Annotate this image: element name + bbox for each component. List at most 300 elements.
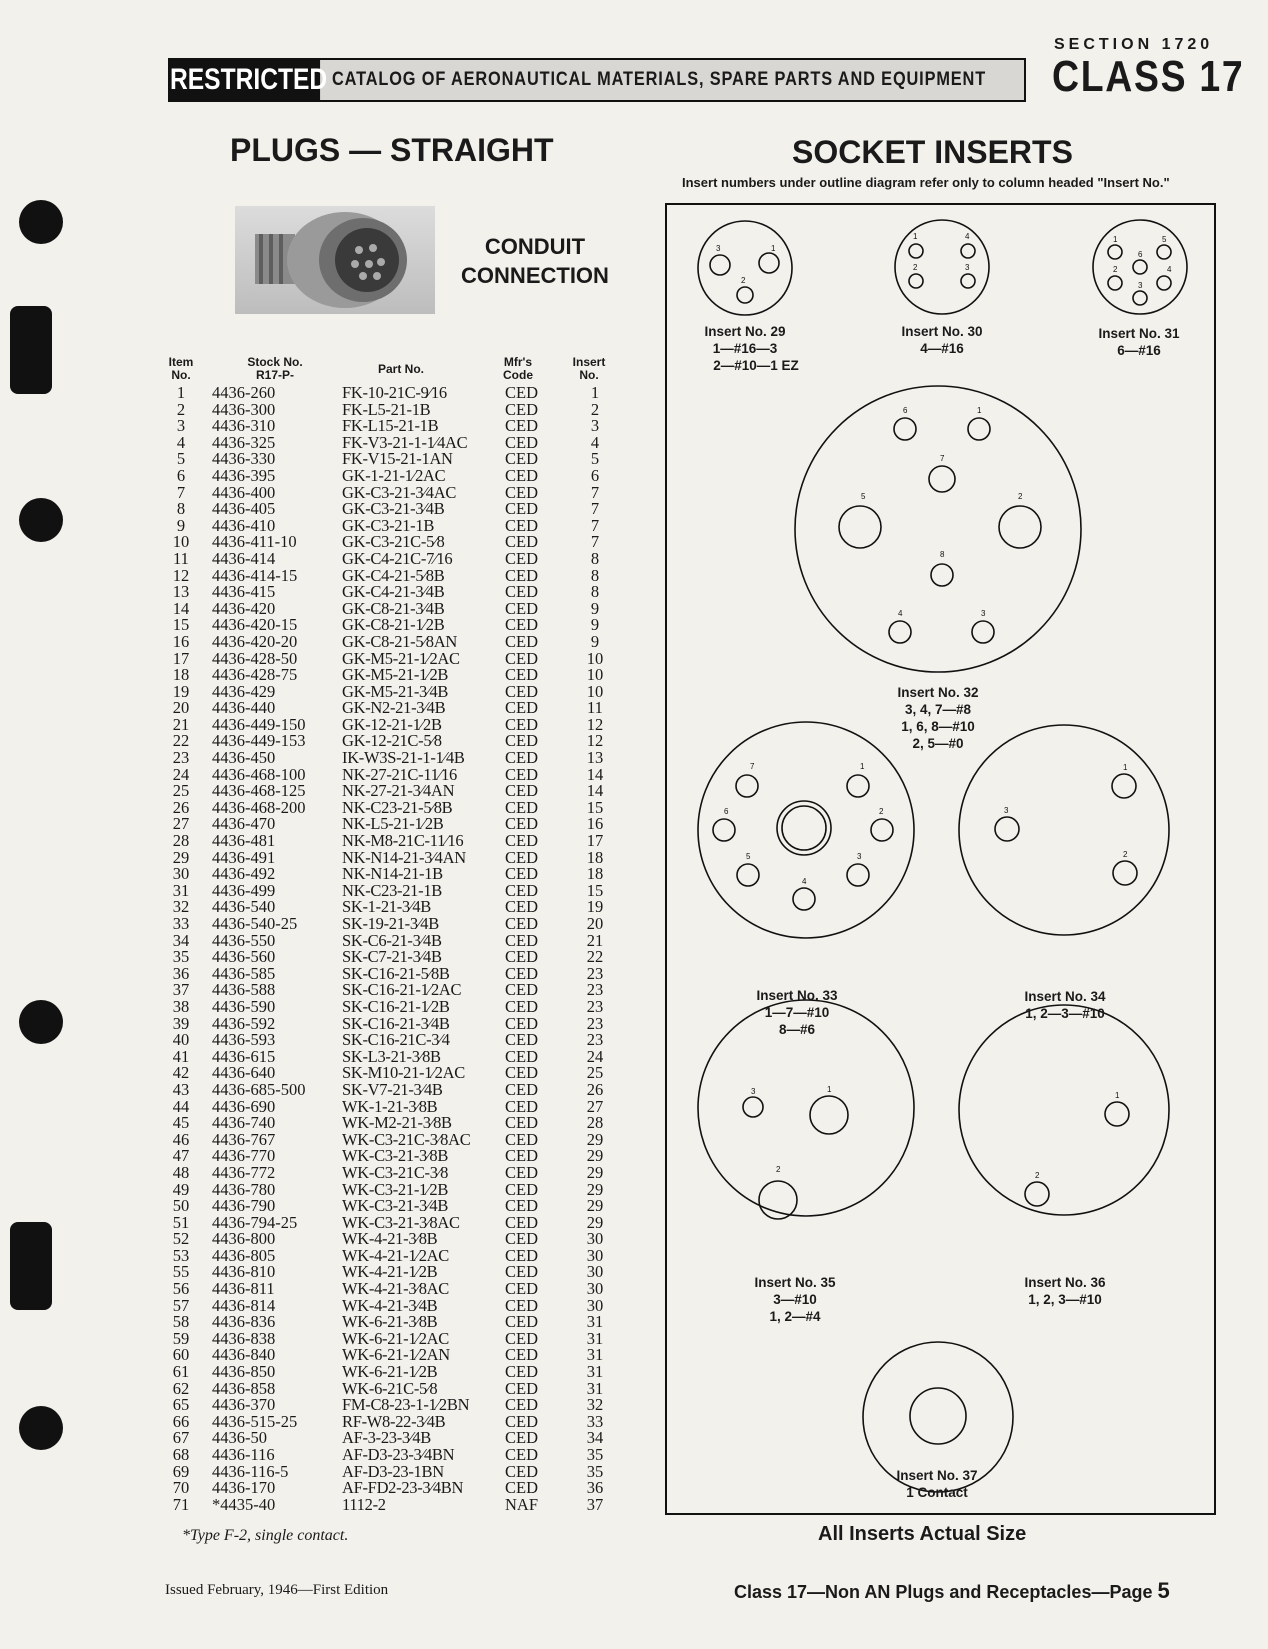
stock-no: 4436-116 — [212, 1445, 275, 1464]
stock-no: 4436-836 — [212, 1312, 276, 1332]
part-no: WK-6-21-1⁄2AN — [342, 1345, 450, 1365]
item-no: 71 — [172, 1494, 190, 1514]
actual-size-note: All Inserts Actual Size — [818, 1523, 1027, 1545]
insert-no: 9 — [590, 615, 600, 635]
binder-hole — [10, 1222, 52, 1310]
section-label: SECTION 1720 — [1054, 36, 1214, 53]
mfr-code: CED — [505, 1030, 538, 1050]
mfr-code: CED — [505, 1046, 538, 1066]
insert-no: 31 — [586, 1328, 604, 1348]
insert-no: 12 — [586, 714, 604, 734]
stock-no: 4436-411-10 — [212, 532, 297, 552]
svg-text:3: 3 — [965, 263, 970, 272]
item-no: 20 — [172, 698, 190, 718]
item-no: 45 — [172, 1113, 190, 1133]
insert-no: 8 — [590, 548, 600, 568]
mfr-code: CED — [505, 1129, 538, 1149]
item-no: 15 — [172, 615, 190, 635]
insert-30-caption: Insert No. 30 4—#16 — [901, 324, 983, 356]
insert-no: 30 — [586, 1262, 604, 1282]
mfr-code: CED — [505, 1096, 538, 1116]
insert-no: 11 — [587, 698, 603, 718]
stock-no: 4436-325 — [212, 432, 276, 452]
part-no: GK-C4-21-3⁄4B — [342, 582, 445, 602]
part-no: WK-C3-21C-3⁄8 — [342, 1162, 449, 1182]
mfr-code: CED — [505, 914, 538, 933]
mfr-code: CED — [505, 548, 538, 568]
insert-no: 18 — [586, 864, 604, 884]
item-no: 18 — [172, 665, 190, 685]
svg-text:7: 7 — [940, 454, 945, 463]
part-no: WK-6-21C-5⁄8 — [342, 1378, 438, 1398]
insert-no: 23 — [586, 1013, 604, 1033]
insert-no: 29 — [586, 1162, 604, 1182]
stock-no: 4436-395 — [212, 465, 276, 485]
mfr-code: CED — [505, 1162, 538, 1182]
item-no: 40 — [172, 1030, 190, 1050]
item-no: 25 — [172, 781, 190, 801]
insert-no: 10 — [586, 681, 604, 701]
insert-29-caption: Insert No. 29 1—#16—3 2—#10—1 EZ — [704, 324, 799, 373]
mfr-code: CED — [505, 482, 538, 502]
item-no: 35 — [172, 947, 190, 967]
mfr-code: CED — [505, 731, 538, 751]
part-no: SK-C16-21C-3⁄4 — [342, 1030, 450, 1050]
item-no: 11 — [173, 548, 189, 568]
part-no: WK-4-21-3⁄4B — [342, 1295, 438, 1315]
plug-photo — [235, 206, 435, 314]
mfr-code: CED — [505, 930, 538, 950]
stock-no: 4436-468-100 — [212, 764, 306, 784]
insert-no: 24 — [586, 1046, 604, 1066]
item-no: 21 — [172, 714, 190, 734]
mfr-code: CED — [505, 1079, 538, 1099]
insert-33-diagram — [698, 722, 914, 938]
item-no: 29 — [172, 847, 190, 867]
stock-no: 4436-814 — [212, 1295, 276, 1315]
item-no: 17 — [172, 648, 190, 668]
item-no: 7 — [176, 482, 186, 502]
part-no: WK-6-21-1⁄2AC — [342, 1328, 449, 1348]
stock-no: 4436-499 — [212, 880, 276, 900]
conduit-connection-label: CONDUIT CONNECTION — [461, 234, 609, 288]
part-no: FK-V15-21-1AN — [342, 449, 453, 469]
part-no: FK-L15-21-1B — [342, 416, 439, 436]
col-head-part: Part No. — [377, 362, 424, 376]
item-no: 58 — [172, 1312, 190, 1332]
insert-no: 15 — [586, 797, 604, 817]
part-no: GK-12-21C-5⁄8 — [342, 731, 442, 751]
insert-no: 18 — [586, 847, 604, 867]
stock-no: 4436-415 — [212, 582, 276, 602]
part-no: WK-C3-21C-3⁄8AC — [342, 1129, 471, 1149]
stock-no: 4436-767 — [212, 1129, 276, 1149]
inserts-frame — [665, 203, 1216, 1515]
svg-text:1: 1 — [827, 1085, 832, 1094]
svg-text:5: 5 — [1162, 235, 1167, 244]
insert-no: 7 — [590, 532, 600, 552]
part-no: NK-L5-21-1⁄2B — [342, 814, 444, 834]
item-no: 66 — [172, 1411, 190, 1431]
mfr-code: CED — [505, 1328, 538, 1348]
stock-no: 4436-772 — [212, 1162, 276, 1182]
insert-no: 9 — [590, 631, 600, 651]
item-no: 48 — [172, 1162, 190, 1182]
stock-no: 4436-740 — [212, 1113, 276, 1133]
insert-no: 12 — [586, 731, 604, 751]
part-no: GK-M5-21-1⁄2B — [342, 665, 449, 685]
insert-no: 23 — [586, 996, 604, 1016]
mfr-code: CED — [505, 1295, 538, 1315]
stock-no: 4436-440 — [212, 698, 276, 718]
part-no: NK-M8-21C-11⁄16 — [342, 831, 464, 851]
stock-no: 4436-492 — [212, 864, 276, 884]
mfr-code: CED — [505, 1113, 538, 1133]
stock-no: 4436-640 — [212, 1063, 276, 1083]
svg-text:6: 6 — [903, 406, 908, 415]
svg-text:5: 5 — [746, 852, 751, 861]
item-no: 13 — [172, 582, 190, 602]
stock-no: 4436-588 — [212, 980, 276, 1000]
insert-no: 34 — [586, 1428, 604, 1448]
mfr-code: CED — [505, 1461, 538, 1481]
mfr-code: CED — [505, 1179, 538, 1199]
stock-no: 4436-428-75 — [212, 665, 298, 685]
stock-no: 4436-585 — [212, 963, 276, 983]
insert-no: 31 — [586, 1378, 604, 1398]
plugs-title: PLUGS — STRAIGHT — [230, 132, 554, 168]
insert-no: 13 — [586, 748, 604, 768]
part-no: GK-M5-21-1⁄2AC — [342, 648, 460, 668]
insert-34-diagram — [959, 725, 1169, 935]
svg-text:2: 2 — [1113, 265, 1118, 274]
insert-no: 28 — [586, 1113, 604, 1133]
stock-no: 4436-414-15 — [212, 565, 298, 585]
header-banner — [168, 58, 1026, 102]
restricted-label: RESTRICTED — [170, 60, 320, 100]
stock-no: 4436-794-25 — [212, 1212, 298, 1232]
item-no: 69 — [172, 1461, 190, 1481]
part-no: FM-C8-23-1-1⁄2BN — [342, 1395, 470, 1415]
mfr-code: CED — [505, 615, 538, 635]
part-no: NK-N14-21-1B — [342, 864, 443, 884]
insert-no: 23 — [586, 963, 604, 983]
mfr-code: CED — [505, 831, 538, 851]
item-no: 55 — [172, 1262, 190, 1282]
insert-no: 29 — [586, 1129, 604, 1149]
insert-note: Insert numbers under outline diagram refer only to column headed "Insert No." — [682, 175, 1170, 190]
mfr-code: CED — [505, 897, 538, 917]
mfr-code: CED — [505, 1229, 538, 1249]
insert-no: 17 — [586, 831, 604, 851]
stock-no: 4436-410 — [212, 515, 276, 535]
insert-no: 14 — [586, 781, 604, 801]
stock-no: 4436-593 — [212, 1030, 276, 1050]
insert-36-caption: Insert No. 36 1, 2, 3—#10 — [1024, 1275, 1106, 1307]
svg-text:2: 2 — [913, 263, 918, 272]
part-no: GK-C8-21-1⁄2B — [342, 615, 445, 635]
stock-no: 4436-429 — [212, 681, 276, 701]
insert-no: 8 — [590, 565, 600, 585]
socket-inserts-title: SOCKET INSERTS — [792, 134, 1073, 170]
part-no: AF-D3-23-3⁄4BN — [342, 1445, 455, 1464]
svg-text:2: 2 — [1035, 1171, 1040, 1180]
item-no: 43 — [172, 1079, 190, 1099]
mfr-code: CED — [505, 648, 538, 668]
insert-31-caption: Insert No. 31 6—#16 — [1098, 326, 1180, 358]
part-no: FK-L5-21-1B — [342, 399, 431, 419]
item-no: 52 — [172, 1229, 190, 1249]
insert-no: 6 — [590, 465, 600, 485]
part-no: GK-C3-21-3⁄4AC — [342, 482, 457, 502]
insert-no: 9 — [590, 598, 600, 618]
stock-no: 4436-838 — [212, 1328, 276, 1348]
svg-text:4: 4 — [802, 877, 807, 886]
item-no: 46 — [172, 1129, 190, 1149]
item-no: 70 — [172, 1478, 190, 1498]
insert-no: 8 — [590, 582, 600, 602]
stock-no: 4436-300 — [212, 399, 276, 419]
part-no: GK-C8-21-3⁄4B — [342, 598, 445, 618]
svg-text:3: 3 — [1138, 281, 1143, 290]
class-label: CLASS 17 — [1052, 52, 1245, 101]
stock-no: 4436-468-200 — [212, 797, 306, 817]
part-no: GK-C3-21-1B — [342, 515, 435, 535]
item-no: 9 — [176, 515, 186, 535]
item-no: 60 — [172, 1345, 190, 1365]
part-no: GK-C3-21C-5⁄8 — [342, 532, 445, 552]
item-no: 33 — [172, 914, 190, 933]
stock-no: 4436-310 — [212, 416, 276, 436]
svg-text:1: 1 — [913, 232, 918, 241]
item-no: 4 — [176, 432, 186, 452]
mfr-code: CED — [505, 1345, 538, 1365]
mfr-code: CED — [505, 1262, 538, 1282]
mfr-code: CED — [505, 1428, 538, 1448]
stock-no: 4436-450 — [212, 748, 276, 768]
insert-no: 7 — [590, 515, 600, 535]
insert-35-caption: Insert No. 35 3—#10 1, 2—#4 — [754, 1275, 836, 1324]
part-no: IK-W3S-21-1-1⁄4B — [342, 748, 465, 768]
stock-no: 4436-770 — [212, 1146, 276, 1166]
stock-no: 4436-858 — [212, 1378, 276, 1398]
item-no: 39 — [172, 1013, 190, 1033]
mfr-code: CED — [505, 1196, 538, 1216]
part-no: RF-W8-22-3⁄4B — [342, 1411, 446, 1431]
part-no: WK-C3-21-3⁄4B — [342, 1196, 449, 1216]
stock-no: 4436-690 — [212, 1096, 276, 1116]
mfr-code: CED — [505, 565, 538, 585]
stock-no: 4436-805 — [212, 1245, 276, 1265]
col-head-stock: Stock No. R17-P- — [247, 355, 303, 382]
svg-text:6: 6 — [1138, 250, 1143, 259]
mfr-code: CED — [505, 532, 538, 552]
stock-no: 4436-550 — [212, 930, 276, 950]
part-no: SK-C6-21-3⁄4B — [342, 930, 442, 950]
svg-text:3: 3 — [751, 1087, 756, 1096]
footnote: *Type F-2, single contact. — [182, 1527, 349, 1544]
svg-text:4: 4 — [1167, 265, 1172, 274]
mfr-code: CED — [505, 631, 538, 651]
stock-no: 4436-470 — [212, 814, 276, 834]
part-no: GK-C8-21-5⁄8AN — [342, 631, 457, 651]
mfr-code: CED — [505, 797, 538, 817]
mfr-code: CED — [505, 698, 538, 718]
insert-no: 20 — [586, 914, 604, 933]
part-no: AF-D3-23-1BN — [342, 1461, 444, 1481]
part-no: WK-4-21-1⁄2B — [342, 1262, 438, 1282]
stock-no: 4436-50 — [212, 1428, 267, 1448]
item-no: 68 — [172, 1445, 190, 1464]
insert-32-caption: Insert No. 32 3, 4, 7—#8 1, 6, 8—#10 2, 5—#0 — [897, 685, 979, 751]
item-no: 38 — [172, 996, 190, 1016]
mfr-code: CED — [505, 980, 538, 1000]
mfr-code: CED — [505, 1212, 538, 1232]
item-no: 26 — [172, 797, 190, 817]
item-no: 61 — [172, 1362, 190, 1382]
part-no: GK-12-21-1⁄2B — [342, 714, 442, 734]
item-no: 51 — [172, 1212, 190, 1232]
mfr-code: CED — [505, 432, 538, 452]
item-no: 67 — [172, 1428, 190, 1448]
part-no: SK-1-21-3⁄4B — [342, 897, 431, 917]
insert-no: 33 — [586, 1411, 604, 1431]
part-no: AF-3-23-3⁄4B — [342, 1428, 431, 1448]
stock-no: 4436-810 — [212, 1262, 276, 1282]
mfr-code: CED — [505, 515, 538, 535]
insert-no: 10 — [586, 648, 604, 668]
item-no: 1 — [176, 383, 186, 402]
insert-no: 25 — [586, 1063, 604, 1083]
mfr-code: CED — [505, 499, 538, 519]
item-no: 62 — [172, 1378, 190, 1398]
item-no: 10 — [172, 532, 190, 552]
part-no: GK-C4-21C-7⁄16 — [342, 548, 453, 568]
mfr-code: CED — [505, 814, 538, 834]
insert-no: 10 — [586, 665, 604, 685]
insert-no: 22 — [586, 947, 604, 967]
svg-text:1: 1 — [1123, 763, 1128, 772]
insert-33-caption: Insert No. 33 1—7—#10 8—#6 — [756, 988, 838, 1037]
mfr-code: CED — [505, 665, 538, 685]
part-no: WK-M2-21-3⁄8B — [342, 1113, 452, 1133]
item-no: 36 — [172, 963, 190, 983]
insert-no: 31 — [586, 1312, 604, 1332]
part-no: SK-19-21-3⁄4B — [342, 914, 439, 933]
insert-29-contact-label: 1 — [771, 244, 776, 253]
issued-date: Issued February, 1946—First Edition — [165, 1582, 389, 1598]
item-no: 57 — [172, 1295, 190, 1315]
stock-no: 4436-800 — [212, 1229, 276, 1249]
stock-no: 4436-615 — [212, 1046, 276, 1066]
insert-no: 30 — [586, 1229, 604, 1249]
insert-no: 29 — [586, 1146, 604, 1166]
stock-no: 4436-685-500 — [212, 1079, 306, 1099]
insert-no: 7 — [590, 499, 600, 519]
part-no: AF-FD2-23-3⁄4BN — [342, 1478, 464, 1498]
part-no: SK-M10-21-1⁄2AC — [342, 1063, 465, 1083]
part-no: GK-N2-21-3⁄4B — [342, 698, 446, 718]
insert-no: 27 — [586, 1096, 604, 1116]
part-no: 1112-2 — [342, 1494, 386, 1514]
svg-text:2: 2 — [1123, 850, 1128, 859]
svg-text:3: 3 — [857, 852, 862, 861]
mfr-code: CED — [505, 714, 538, 734]
mfr-code: CED — [505, 748, 538, 768]
svg-text:2: 2 — [1018, 492, 1023, 501]
insert-no: 16 — [586, 814, 604, 834]
mfr-code: CED — [505, 947, 538, 967]
stock-no: 4436-540 — [212, 897, 276, 917]
item-no: 59 — [172, 1328, 190, 1348]
insert-no: 4 — [590, 432, 600, 452]
insert-no: 21 — [586, 930, 604, 950]
part-no: SK-C16-21-3⁄4B — [342, 1013, 450, 1033]
svg-text:7: 7 — [750, 762, 755, 771]
part-no: SK-C7-21-3⁄4B — [342, 947, 442, 967]
stock-no: 4436-428-50 — [212, 648, 298, 668]
part-no: FK-V3-21-1-1⁄4AC — [342, 432, 468, 452]
mfr-code: CED — [505, 764, 538, 784]
stock-no: 4436-481 — [212, 831, 276, 851]
mfr-code: CED — [505, 681, 538, 701]
mfr-code: CED — [505, 781, 538, 801]
item-no: 53 — [172, 1245, 190, 1265]
insert-no: 23 — [586, 980, 604, 1000]
binder-hole — [19, 1000, 63, 1044]
stock-no: 4436-560 — [212, 947, 276, 967]
mfr-code: CED — [505, 1013, 538, 1033]
item-no: 31 — [172, 880, 190, 900]
item-no: 27 — [172, 814, 190, 834]
mfr-code: CED — [505, 1245, 538, 1265]
mfr-code: CED — [505, 1395, 538, 1415]
part-no: NK-27-21C-11⁄16 — [342, 764, 457, 784]
mfr-code: CED — [505, 996, 538, 1016]
mfr-code: CED — [505, 598, 538, 618]
col-head-item: Item No. — [168, 355, 194, 382]
stock-no: 4436-811 — [212, 1279, 275, 1299]
item-no: 12 — [172, 565, 190, 585]
insert-no: 14 — [586, 764, 604, 784]
insert-no: 15 — [586, 880, 604, 900]
stock-no: 4436-590 — [212, 996, 276, 1016]
stock-no: 4436-414 — [212, 548, 276, 568]
part-no: NK-C23-21-1B — [342, 880, 442, 900]
part-no: GK-1-21-1⁄2AC — [342, 465, 446, 485]
page-number: 5 — [1157, 1578, 1170, 1603]
mfr-code: CED — [505, 1445, 538, 1464]
insert-no: 30 — [586, 1295, 604, 1315]
insert-no: 1 — [590, 383, 600, 402]
mfr-code: CED — [505, 847, 538, 867]
insert-no: 2 — [590, 399, 600, 419]
mfr-code: CED — [505, 1378, 538, 1398]
svg-text:2: 2 — [879, 807, 884, 816]
insert-no: 29 — [586, 1196, 604, 1216]
insert-34-caption: Insert No. 34 1, 2—3—#10 — [1024, 989, 1106, 1021]
part-no: SK-C16-21-5⁄8B — [342, 963, 450, 983]
stock-no: 4436-330 — [212, 449, 276, 469]
mfr-code: CED — [505, 880, 538, 900]
svg-text:3: 3 — [981, 609, 986, 618]
svg-text:2: 2 — [776, 1165, 781, 1174]
stock-no: 4436-515-25 — [212, 1411, 298, 1431]
part-no: SK-L3-21-3⁄8B — [342, 1046, 441, 1066]
insert-37-caption: Insert No. 37 1 Contact — [896, 1468, 978, 1500]
item-no: 19 — [172, 681, 190, 701]
part-no: WK-6-21-3⁄8B — [342, 1312, 438, 1332]
